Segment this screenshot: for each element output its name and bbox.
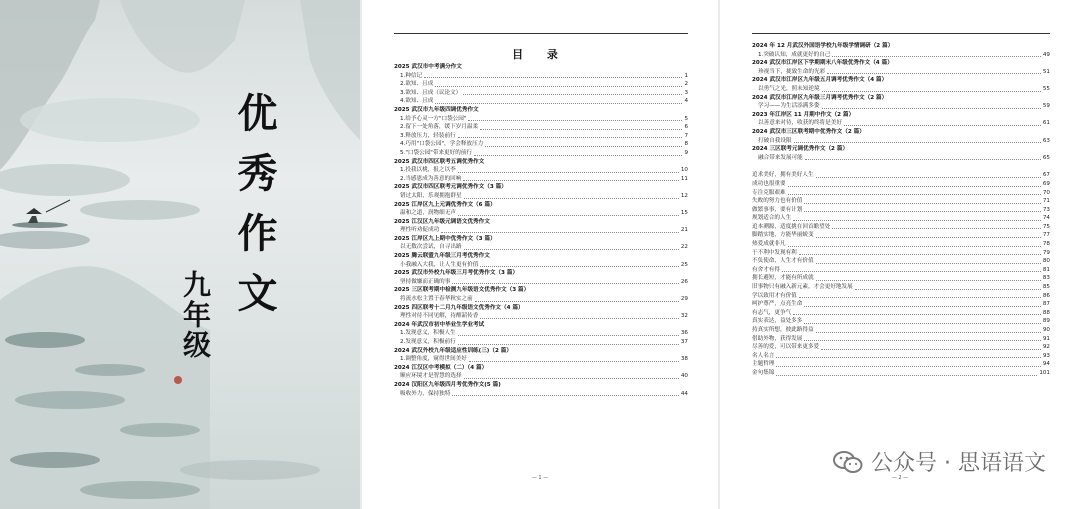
page-top-rule [752,33,1050,34]
section-heading-text: 2025 武汉市九年级四调优秀作文 [394,106,479,113]
entry-page-number: 69 [1042,180,1050,187]
toc-entry[interactable] [752,326,1050,335]
entry-title: 3.欲知、且成（议论文） [400,89,462,96]
section-heading-text: 2024 武汉市三区联考期中优秀作文（2 篇） [752,128,865,135]
toc-section-heading[interactable] [394,304,688,313]
section-heading-text: 2025 腾云联盟九年级三月考优秀作文 [394,253,490,260]
entry-title: 失败的努力也有价值 [752,198,803,205]
toc-entry[interactable] [394,123,688,132]
dot-leader [474,149,682,156]
entry-title: 4.巧用"口袋公园"，学会释放压力 [400,141,484,148]
dot-leader [469,355,679,362]
toc-section-heading[interactable] [394,269,688,278]
dot-leader [424,72,682,79]
toc-entry[interactable] [752,180,1050,189]
toc-entry[interactable] [752,154,1050,163]
entry-page-number: 78 [1042,241,1050,248]
ink-landscape-illustration [0,0,360,509]
entry-title: 于不利中发现有利 [752,249,797,256]
watermark-text: 公众号 · 思语语文 [871,451,1046,476]
entry-page-number: 7 [684,132,688,139]
entry-title: 1.种信记 [400,72,423,79]
dot-leader [816,171,1041,178]
entry-title: 1.发现意义，积极人生 [400,330,456,337]
dot-leader [464,192,679,199]
toc-entry[interactable] [752,300,1050,309]
entry-title: 1.突破认知，成就更好的自己 [758,51,831,58]
section-heading-text: 2025 江岸区九上元调优秀作文（6 篇） [394,201,496,208]
entry-title: 5."口袋公园"带来更好的前行 [400,149,473,156]
dot-leader [832,51,1040,58]
entry-title: 热爱成就非凡 [752,241,786,248]
dot-leader [816,274,1041,281]
dot-leader [776,360,1040,367]
toc-section-heading[interactable] [394,321,688,330]
toc-entry[interactable] [752,266,1050,275]
toc-section-heading[interactable] [394,235,688,244]
toc-entry[interactable] [394,226,688,235]
toc-entry[interactable] [394,355,688,364]
entry-title: 旧事物只有融入新元素，才会更好地发展 [752,284,853,291]
dot-leader [827,68,1041,75]
entry-page-number: 65 [1042,154,1050,161]
section-heading-text: 2024 武汉市江岸区九年级五月调考优秀作文（4 篇） [752,77,888,84]
toc-list [394,63,688,398]
toc-entry[interactable] [394,80,688,89]
entry-page-number: 40 [680,373,688,380]
entry-title: 金句集锦 [752,369,775,376]
dot-leader [782,266,1041,273]
dot-leader [821,343,1041,350]
dot-leader [804,206,1041,213]
section-heading-text: 2025 武汉市四区联考元调优秀作文（3 篇） [394,184,507,191]
entry-title: 以勇气之光，照未知逆境 [758,85,820,92]
section-heading-text: 2025 三区联考期中检测九年级语文优秀作文（3 篇） [394,287,530,294]
toc-entry[interactable] [752,274,1050,283]
toc-entry[interactable] [752,231,1050,240]
dot-leader [776,352,1040,359]
entry-title: 脚踏实地，方能华丽蜕变 [752,232,814,239]
dot-leader [822,102,1041,109]
entry-page-number: 51 [1042,68,1050,75]
entry-page-number: 9 [684,149,688,156]
entry-page-number: 88 [1042,309,1050,316]
toc-section-heading[interactable] [394,183,688,192]
dot-leader [816,231,1041,238]
toc-entry[interactable] [394,115,688,124]
dot-leader [435,97,682,104]
toc-entry[interactable] [394,97,688,106]
entry-title: 顺应环境才是智慧的选择 [400,373,462,380]
entry-page-number: 87 [1042,301,1050,308]
dot-leader [458,338,679,345]
entry-title: 1.投我以桃，报之以李 [400,167,456,174]
entry-page-number: 2 [684,81,688,88]
section-heading-text: 2024 武汉市江岸区下学期期末八年级优秀作文（4 篇） [752,60,893,67]
dot-leader [822,85,1041,92]
toc-entry[interactable] [394,89,688,98]
wechat-watermark [833,446,1046,477]
entry-page-number: 101 [1039,369,1050,376]
entry-title: 专注克服艰难 [752,189,786,196]
dot-leader [793,309,1041,316]
dot-leader [788,189,1041,196]
entry-page-number: 91 [1042,335,1050,342]
entry-page-number: 36 [680,330,688,337]
entry-title: 温和之道，润物细无声 [400,210,456,217]
wechat-icon [833,450,863,474]
toc-entry[interactable] [394,329,688,338]
toc-entry[interactable] [752,317,1050,326]
dot-leader [844,119,1041,126]
entry-title: 名人名言 [752,352,775,359]
toc-entry[interactable] [752,102,1050,111]
toc-section-heading[interactable] [752,42,1050,51]
entry-title: 融合带来发展可能 [758,154,803,161]
toc-section-heading[interactable] [394,106,688,115]
toc-entry[interactable] [752,137,1050,146]
entry-page-number: 12 [680,192,688,199]
entry-title: 持真实所想，彼此路得益 [752,327,814,333]
entry-page-number: 90 [1042,327,1050,333]
toc-entry[interactable] [752,352,1050,361]
toc-entry[interactable] [752,214,1050,223]
toc-section-heading[interactable] [752,128,1050,137]
dot-leader [480,312,679,319]
entry-page-number: 3 [684,89,688,96]
entry-title: 做繁事事，要有计划 [752,206,803,213]
dot-leader [458,329,679,336]
entry-title: 成功也很重要 [752,180,786,187]
entry-title: 有舍才有得 [752,266,780,273]
section-heading-text: 2024 汉阳区九年级四月考优秀作文(5 篇) [394,381,501,388]
page-top-rule [394,33,688,34]
toc-entry[interactable] [752,223,1050,232]
toc-entry[interactable] [394,338,688,347]
entry-page-number: 63 [1042,137,1050,144]
toc-entry[interactable] [752,360,1050,369]
entry-page-number: 32 [680,313,688,320]
entry-page-number: 29 [680,296,688,303]
entry-title: 有志气，更争气 [752,309,792,316]
entry-title: 不负使命，人生才有价值 [752,258,814,265]
toc-section-heading[interactable] [394,218,688,227]
entry-title: 以善意来对待，收获的终将是美好 [758,120,842,127]
entry-title: 追求美好，拥有美好人生 [752,172,814,179]
toc-section-heading[interactable] [394,158,688,167]
cover-grade-label: 九年级 [179,270,212,360]
toc-entry[interactable] [752,171,1050,180]
section-heading-text: 2025 武汉市外校九年级三月考优秀作文（3 篇） [394,270,519,277]
section-heading-text: 2025 江岸区九上期中优秀作文（3 篇） [394,235,496,242]
toc-entry[interactable] [752,189,1050,198]
toc-section-heading[interactable] [394,364,688,373]
entry-title: 打破自我设限 [758,137,792,144]
dot-leader [805,154,1041,161]
section-heading-text: 2025 武汉市四区联考五调优秀作文 [394,158,485,165]
entry-page-number: 6 [684,124,688,131]
section-heading-text: 2024 年武汉市初中毕业生学业考试 [394,321,485,328]
entry-page-number: 70 [1042,189,1050,196]
dot-leader [452,390,679,397]
toc-entry[interactable] [394,312,688,321]
toc-entry[interactable] [752,206,1050,215]
dot-leader [804,197,1041,204]
dot-leader [468,115,682,122]
entry-title: 学习——为生活添满多姿 [758,103,820,110]
toc-entry[interactable] [394,175,688,184]
dot-leader [464,243,679,250]
dot-leader [832,223,1041,230]
entry-page-number: 85 [1042,284,1050,291]
dot-leader [485,140,682,147]
entry-page-number: 59 [1042,103,1050,110]
entry-title: 错过太阳，乐观拥抱群星 [400,192,462,199]
entry-page-number: 93 [1042,352,1050,359]
toc-spacer [752,162,1050,171]
toc-entry[interactable] [394,140,688,149]
toc-section-heading[interactable] [752,145,1050,154]
toc-section-heading[interactable] [394,252,688,261]
entry-title: 1.调整角度，窥得世间美好 [400,356,467,363]
toc-entry[interactable] [752,68,1050,77]
entry-title: 理性对待不同见解，待醒韶传香 [400,313,479,320]
toc-entry[interactable] [394,192,688,201]
entry-page-number: 92 [1042,344,1050,351]
toc-section-heading[interactable] [752,59,1050,68]
toc-entry[interactable] [394,295,688,304]
dot-leader [458,209,679,216]
toc-entry[interactable] [394,261,688,270]
toc-entry[interactable] [394,278,688,287]
section-heading-text: 2023 年江岸区 11 月期中作文（2 篇） [752,111,855,118]
dot-leader [804,335,1041,342]
section-heading-text: 2024 三区联考元调优秀作文（2 篇） [752,146,849,153]
entry-page-number: 86 [1042,292,1050,299]
dot-leader [804,317,1041,324]
dot-leader [475,295,679,302]
entry-title: 2.当感恩成为善意的回响 [400,175,462,182]
toc-entry[interactable] [752,119,1050,128]
dot-leader [804,300,1041,307]
entry-page-number: 83 [1042,275,1050,282]
section-heading-text: 2024 江汉区中考模拟（二）（4 篇） [394,364,488,371]
entry-title: 拥长避短，才能有所成就 [752,275,814,282]
entry-page-number: 5 [684,115,688,122]
dot-leader [458,166,679,173]
dot-leader [458,132,683,139]
book-cover [0,0,360,509]
entry-page-number: 49 [1042,51,1050,58]
entry-page-number: 89 [1042,318,1050,325]
toc-section-heading[interactable] [752,94,1050,103]
entry-page-number: 37 [680,339,688,345]
toc-entry[interactable] [394,132,688,141]
entry-title: 坚持做嫌而正确的事 [400,278,451,285]
cover-title: 优秀作文 [231,92,278,332]
entry-page-number: 74 [1042,215,1050,222]
dot-leader [463,175,679,182]
entry-title: 珍视当下，拢致生命的光彩 [758,68,826,75]
dot-leader [480,261,679,268]
entry-title: 尽善的爱，可以带来更多爱 [752,344,820,351]
entry-title: 2.欲知、且成 [400,81,434,88]
entry-title: 追本溯源，适度挑在回首瞻望处 [752,223,831,230]
entry-page-number: 1 [684,72,688,79]
dot-leader [793,214,1041,221]
entry-title: 学以致用才有价值 [752,292,797,299]
entry-title: 2.发现意义，积极前行 [400,339,456,345]
section-heading-text: 2024 武汉外校九年级适应性训练(三)（2 篇） [394,347,512,354]
toc-title: 目 录 [512,48,568,61]
entry-page-number: 67 [1042,172,1050,179]
dot-leader [816,326,1041,333]
dot-leader [788,240,1041,247]
dot-leader [463,89,682,96]
toc-section-heading[interactable] [752,76,1050,85]
toc-list [752,42,1050,378]
section-heading-text: 2025 武汉市中考满分作文 [394,64,462,70]
dot-leader [464,372,679,379]
entry-title: 2.留下一处角落，缓下岁月温柔 [400,124,479,131]
entry-title: 呵护尊严，点亮生命 [752,301,803,308]
entry-page-number: 94 [1042,361,1050,368]
dot-leader [799,292,1041,299]
toc-entry[interactable] [394,243,688,252]
section-heading-text: 2024 武汉市江岸区九年级三月调考优秀作文（2 篇） [752,94,888,101]
toc-entry[interactable] [394,166,688,175]
entry-page-number: 11 [680,175,688,182]
entry-title: 小我融入大我，让人生更有价值 [400,261,479,268]
entry-title: 主题哲理 [752,361,775,368]
entry-page-number: 15 [680,210,688,217]
toc-entry[interactable] [394,390,688,399]
toc-entry[interactable] [752,85,1050,94]
entry-title: 真实表达，益处多多 [752,318,803,325]
toc-entry[interactable] [752,240,1050,249]
toc-entry[interactable] [752,197,1050,206]
toc-section-heading[interactable] [394,286,688,295]
entry-page-number: 22 [680,244,688,251]
dot-leader [452,278,679,285]
entry-page-number: 21 [680,227,688,234]
toc-section-heading[interactable] [394,347,688,356]
entry-title: 以无数次尝试，自寻出路 [400,244,462,251]
dot-leader [788,180,1041,187]
section-heading-text: 2025 江汉区九年级元调语文优秀作文 [394,218,490,225]
toc-page-1 [362,0,718,509]
entry-page-number: 10 [680,167,688,174]
entry-page-number: 75 [1042,223,1050,230]
toc-page-2 [720,0,1080,509]
section-heading-text: 2025 四区联考十二月九年级语文优秀作文（4 篇） [394,304,524,311]
dot-leader [816,257,1041,264]
page-number: — 2 — [891,475,909,481]
entry-title: 将流水松主置于春华秋实之前 [400,296,473,303]
entry-title: 吸收外力，保持独特 [400,390,451,397]
dot-leader [776,369,1037,376]
entry-page-number: 55 [1042,85,1050,92]
entry-page-number: 25 [680,261,688,268]
entry-page-number: 44 [680,390,688,397]
entry-title: 3.释放压力，轻装前行 [400,132,456,139]
dot-leader [435,80,682,87]
dot-leader [855,283,1041,290]
toc-entry[interactable] [752,51,1050,60]
entry-title: 规划适合的人生 [752,215,792,222]
dot-leader [480,123,682,130]
dot-leader [799,249,1041,256]
toc-entry[interactable] [752,369,1050,378]
entry-page-number: 79 [1042,249,1050,256]
toc-entry[interactable] [752,292,1050,301]
toc-section-heading[interactable] [394,201,688,210]
toc-entry[interactable] [752,249,1050,258]
entry-page-number: 73 [1042,206,1050,213]
toc-entry[interactable] [752,343,1050,352]
entry-page-number: 77 [1042,232,1050,239]
toc-entry[interactable] [752,335,1050,344]
entry-title: 理性听劝促成功 [400,227,440,234]
toc-entry[interactable] [394,149,688,158]
toc-entry[interactable] [394,209,688,218]
page-number: — 1 — [531,475,549,481]
toc-section-heading[interactable] [752,111,1050,120]
section-heading-text: 2024 年 12 月武汉外国语学校九年级学情调研（2 篇） [752,43,894,49]
entry-page-number: 80 [1042,258,1050,265]
toc-entry[interactable] [394,72,688,81]
entry-page-number: 61 [1042,120,1050,127]
entry-page-number: 26 [680,278,688,285]
entry-page-number: 71 [1042,198,1050,205]
entry-title: 4.欲知、且成 [400,98,434,105]
dot-leader [441,226,679,233]
entry-page-number: 38 [680,356,688,363]
toc-entry[interactable] [394,372,688,381]
toc-section-heading[interactable] [394,63,688,72]
dot-leader [794,137,1041,144]
toc-entry[interactable] [752,257,1050,266]
toc-entry[interactable] [752,283,1050,292]
entry-title: 1.给予心灵一方"口袋公园" [400,115,467,122]
entry-page-number: 4 [684,98,688,105]
entry-title: 借助外物，获得发展 [752,335,803,342]
toc-entry[interactable] [752,309,1050,318]
entry-page-number: 8 [684,141,688,148]
entry-page-number: 81 [1042,266,1050,273]
toc-section-heading[interactable] [394,381,688,390]
